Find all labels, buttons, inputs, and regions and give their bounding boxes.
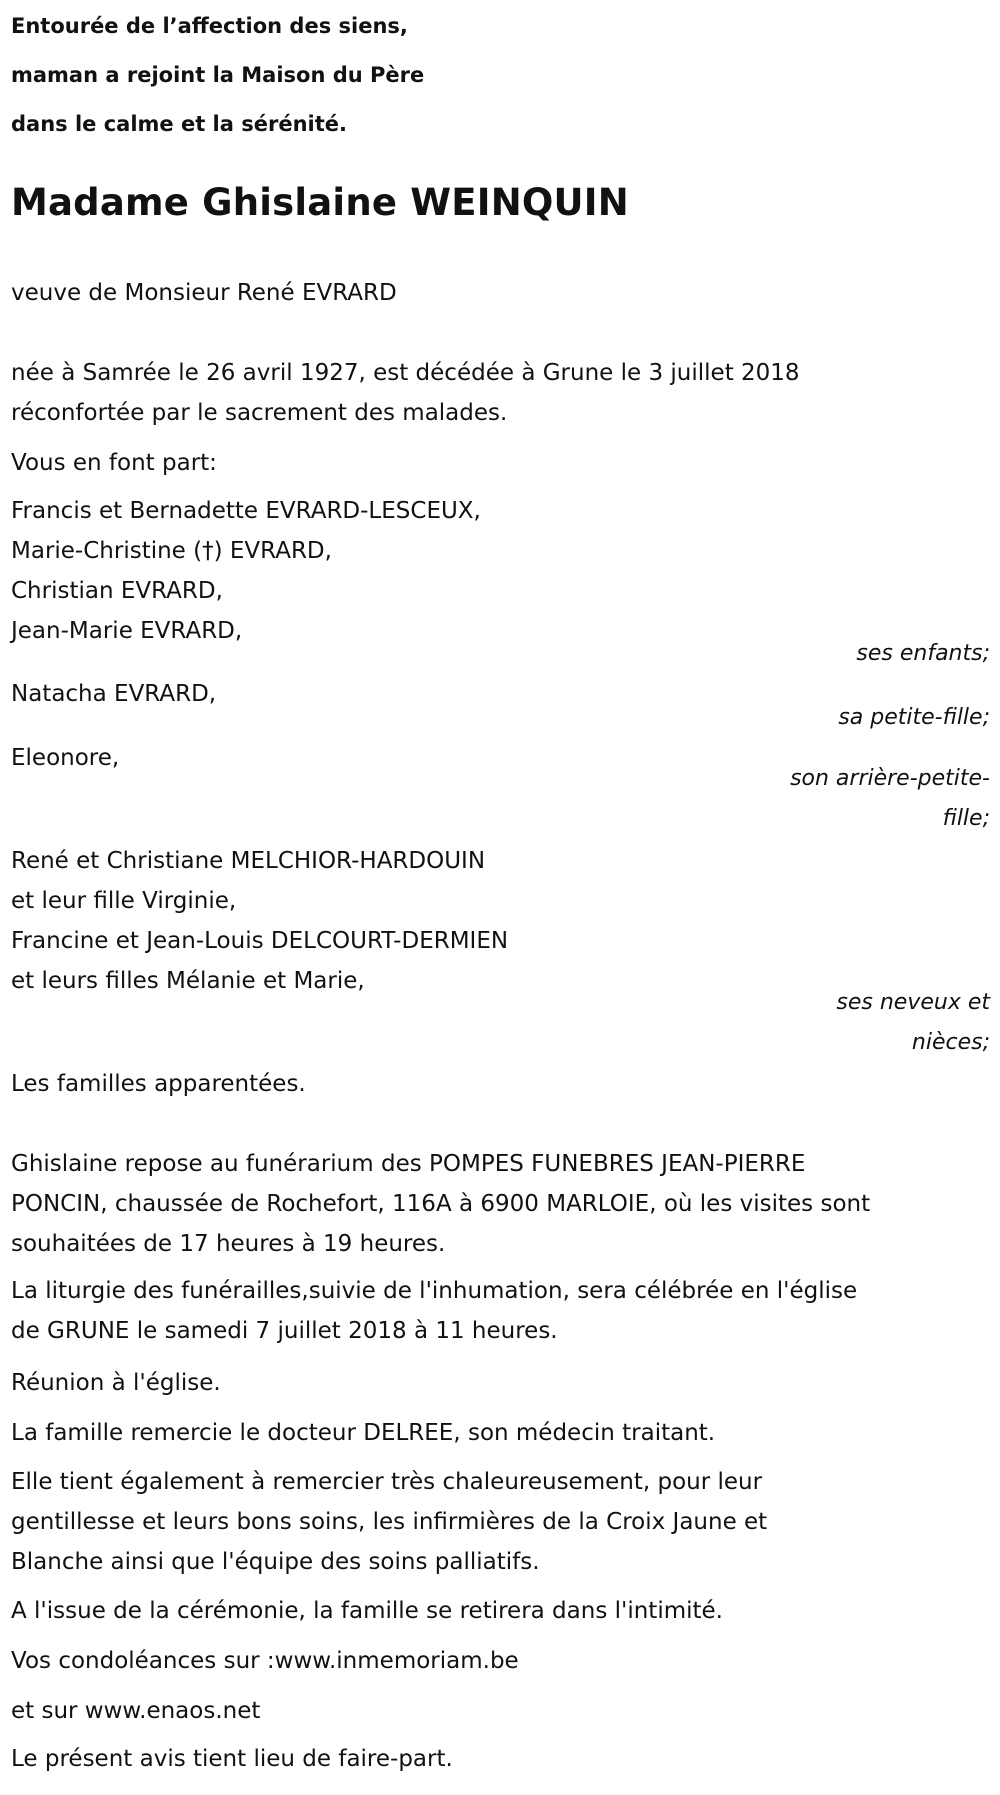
sacrament-line: réconfortée par le sacrement des malades. xyxy=(11,400,508,426)
condolences-enaos: et sur www.enaos.net xyxy=(11,1698,261,1724)
visitation-line: Ghislaine repose au funérarium des POMPES FUNEBRES JEAN-PIERRE xyxy=(11,1151,806,1177)
closing-text: Le présent avis tient lieu de faire-part. xyxy=(11,1746,453,1772)
family-name-line: Marie-Christine (†) EVRARD, xyxy=(11,538,332,564)
visitation-line: souhaitées de 17 heures à 19 heures. xyxy=(11,1231,446,1257)
thanks-nurses-line: Blanche ainsi que l'équipe des soins palliatifs. xyxy=(11,1549,540,1575)
intimacy-text: A l'issue de la cérémonie, la famille se retirera dans l'intimité. xyxy=(11,1598,723,1624)
relation-label-nephews-nieces: ses neveux et nièces; xyxy=(836,990,990,1055)
family-name-line: Eleonore, xyxy=(11,745,120,771)
family-name-line: René et Christiane MELCHIOR-HARDOUIN xyxy=(11,848,486,874)
intro-line: Entourée de l’affection des siens, xyxy=(11,14,408,38)
family-name-line: Natacha EVRARD, xyxy=(11,681,217,707)
family-name-line: et leurs filles Mélanie et Marie, xyxy=(11,968,365,994)
family-name-line: Jean-Marie EVRARD, xyxy=(11,618,243,644)
visitation-line: PONCIN, chaussée de Rochefort, 116A à 6900 MARLOIE, où les visites sont xyxy=(11,1191,871,1217)
deceased-name: Madame Ghislaine WEINQUIN xyxy=(11,181,629,224)
meeting-text: Réunion à l'église. xyxy=(11,1370,221,1396)
funeral-line: La liturgie des funérailles,suivie de l'inhumation, sera célébrée en l'église xyxy=(11,1278,858,1304)
thanks-nurses-line: gentillesse et leurs bons soins, les infirmières de la Croix Jaune et xyxy=(11,1509,768,1535)
widow-of-text: veuve de Monsieur René EVRARD xyxy=(11,280,397,306)
family-name-line: Christian EVRARD, xyxy=(11,578,223,604)
intro-line: dans le calme et la sérénité. xyxy=(11,112,347,136)
family-name-line: et leur fille Virginie, xyxy=(11,888,237,914)
condolences-inmemoriam: Vos condoléances sur :www.inmemoriam.be xyxy=(11,1648,519,1674)
thanks-nurses-line: Elle tient également à remercier très chaleureusement, pour leur xyxy=(11,1469,763,1495)
birth-death-line: née à Samrée le 26 avril 1927, est décédée à Grune le 3 juillet 2018 xyxy=(11,360,800,386)
related-families-text: Les familles apparentées. xyxy=(11,1071,306,1097)
intro-line: maman a rejoint la Maison du Père xyxy=(11,63,425,87)
announcement-intro: Vous en font part: xyxy=(11,450,217,476)
funeral-line: de GRUNE le samedi 7 juillet 2018 à 11 heures. xyxy=(11,1318,558,1344)
family-name-line: Francine et Jean-Louis DELCOURT-DERMIEN xyxy=(11,928,509,954)
relation-label-granddaughter: sa petite-fille; xyxy=(838,705,990,730)
thanks-doctor-text: La famille remercie le docteur DELREE, son médecin traitant. xyxy=(11,1420,716,1446)
intro-verse xyxy=(11,2,424,149)
relation-label-great-granddaughter: son arrière-petite-fille; xyxy=(790,766,990,831)
relation-label-children: ses enfants; xyxy=(856,641,990,666)
family-name-line: Francis et Bernadette EVRARD-LESCEUX, xyxy=(11,498,481,524)
